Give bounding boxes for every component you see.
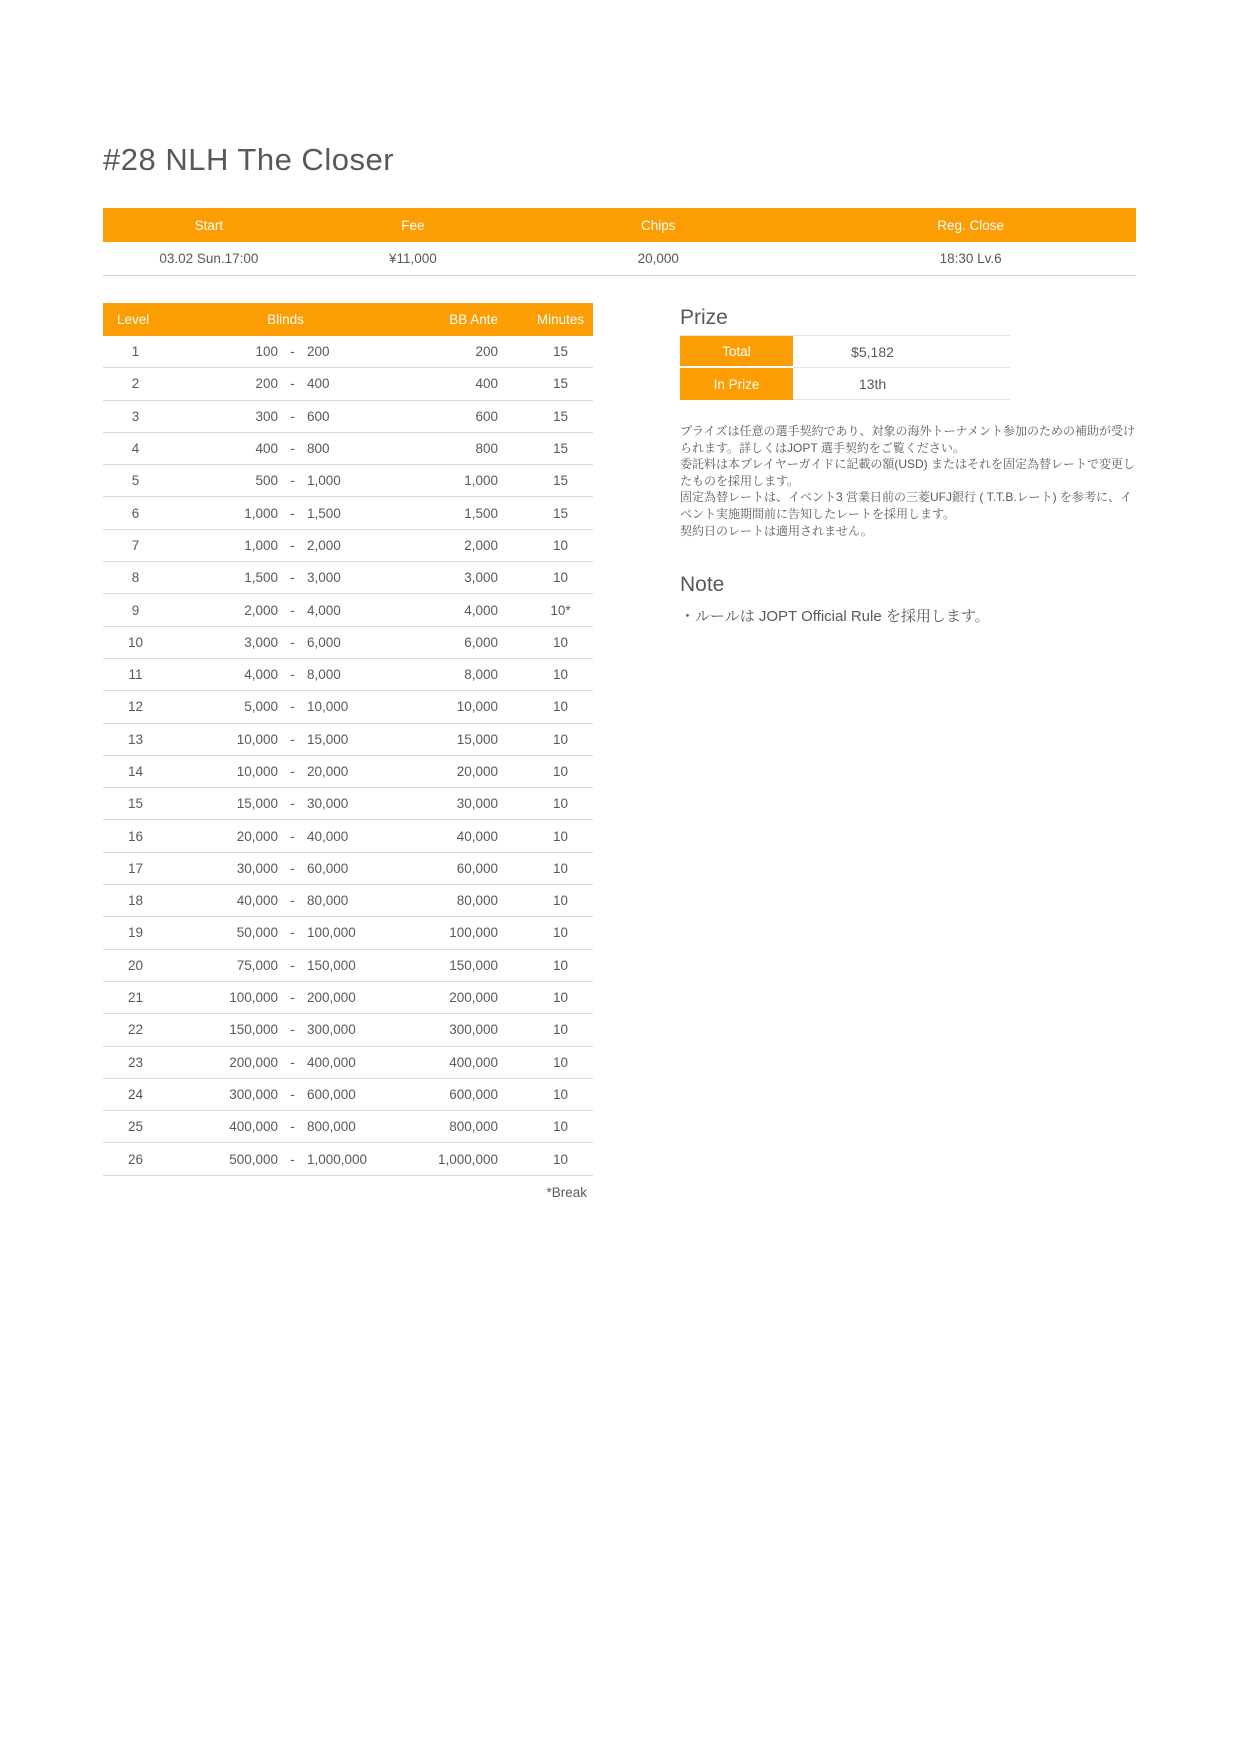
structure-row [103,562,593,594]
structure-row [103,336,593,368]
event-info-values-row [103,242,1136,276]
small-blind-cell: 100,000 [229,990,278,1006]
minutes-cell: 15 [552,344,569,360]
big-blind-cell: 20,000 [307,764,349,779]
bb-ante-cell: 1,000 [464,473,498,489]
bb-ante-cell: 400,000 [449,1054,498,1070]
small-blind-cell: 15,000 [236,796,278,812]
column-header-level: Level [117,312,150,327]
blinds-dash: - [290,505,295,521]
small-blind-cell: 10,000 [236,764,278,779]
structure-row [103,724,593,756]
prize-value-in-prize: 13th [793,368,1010,400]
big-blind-cell: 80,000 [307,893,349,909]
minutes-cell: 10 [552,731,569,747]
big-blind-cell: 1,000,000 [307,1151,368,1167]
structure-row [103,1014,593,1046]
small-blind-cell: 300 [255,408,278,424]
info-value-chips: 20,000 [637,251,679,266]
small-blind-cell: 10,000 [236,731,278,747]
structure-row [103,1143,593,1175]
column-header-bb-ante: BB Ante [449,312,498,327]
structure-row [103,820,593,852]
bb-ante-cell: 1,500 [464,505,498,521]
blinds-dash: - [290,699,295,715]
minutes-cell: 10 [552,699,569,715]
small-blind-cell: 50,000 [236,925,278,941]
prize-description-line: 固定為替レートは、イベント3 営業日前の三菱UFJ銀行 ( T.T.B.レート) を参考に、イベント実施期間前に告知したレートを採用します。 [680,490,1133,521]
blinds-dash: - [290,1086,295,1102]
level-cell: 11 [128,667,143,683]
minutes-cell: 10 [552,570,569,586]
prize-value-total: $5,182 [793,336,1010,368]
bb-ante-cell: 30,000 [456,796,498,812]
blinds-dash: - [290,990,295,1006]
minutes-cell: 15 [552,441,569,457]
level-cell: 10 [127,634,144,650]
blinds-dash: - [290,602,295,618]
info-value-start: 03.02 Sun.17:00 [159,251,259,266]
structure-row [103,917,593,949]
page-title: #28 NLH The Closer [103,142,395,177]
big-blind-cell: 150,000 [307,957,356,973]
event-info-header-row [103,208,1136,242]
blinds-dash: - [290,1054,295,1070]
structure-row [103,1079,593,1111]
bb-ante-cell: 600 [475,408,498,424]
structure-row [103,659,593,691]
level-cell: 24 [127,1086,144,1102]
structure-row [103,788,593,820]
small-blind-cell: 4,000 [244,667,278,683]
big-blind-cell: 2,000 [307,537,341,553]
bb-ante-cell: 800 [475,441,498,457]
big-blind-cell: 1,500 [307,505,341,521]
blinds-dash: - [290,441,295,457]
structure-row [103,982,593,1014]
minutes-cell: 15 [552,408,569,424]
bb-ante-cell: 80,000 [456,893,498,909]
blinds-dash: - [290,473,295,489]
prize-row [680,336,1010,368]
structure-row [103,594,593,626]
level-cell: 22 [127,1022,144,1038]
level-cell: 18 [127,893,144,909]
big-blind-cell: 200,000 [307,990,356,1006]
blinds-dash: - [290,634,295,650]
minutes-cell: 10 [552,1054,569,1070]
minutes-cell: 10 [552,537,569,553]
big-blind-cell: 40,000 [307,828,349,844]
bb-ante-cell: 200 [475,344,498,360]
blinds-dash: - [290,796,295,812]
info-header-reg-close: Reg. Close [937,217,1005,233]
structure-header-row [103,303,593,336]
blinds-dash: - [290,1119,295,1135]
bb-ante-cell: 6,000 [464,634,498,650]
info-value-reg-close: 18:30 Lv.6 [939,251,1002,266]
note-line: ・ルールは JOPT Official Rule を採用します。 [680,608,990,626]
bb-ante-cell: 100,000 [449,925,498,941]
small-blind-cell: 400 [255,441,278,457]
structure-row [103,1111,593,1143]
level-cell: 20 [127,957,144,973]
small-blind-cell: 150,000 [229,1022,278,1038]
bb-ante-cell: 4,000 [464,602,498,618]
blinds-dash: - [290,957,295,973]
structure-row [103,368,593,400]
blinds-dash: - [290,408,295,424]
big-blind-cell: 600,000 [307,1086,356,1102]
level-cell: 14 [127,764,144,779]
minutes-cell: 10 [552,957,569,973]
bb-ante-cell: 600,000 [449,1086,498,1102]
prize-label-total: Total [680,336,793,368]
small-blind-cell: 20,000 [236,828,278,844]
level-cell: 8 [131,570,140,586]
small-blind-cell: 30,000 [236,860,278,876]
level-cell: 12 [127,699,144,715]
column-header-blinds: Blinds [267,312,304,327]
small-blind-cell: 500,000 [229,1151,278,1167]
big-blind-cell: 400,000 [307,1054,356,1070]
minutes-cell: 10 [552,925,569,941]
minutes-cell: 10 [552,667,569,683]
minutes-cell: 15 [552,505,569,521]
level-cell: 13 [127,731,144,747]
big-blind-cell: 400 [307,376,330,392]
minutes-cell: 10 [552,893,569,909]
big-blind-cell: 15,000 [307,731,349,747]
break-footnote: *Break [546,1184,587,1200]
structure-row [103,433,593,465]
blinds-dash: - [290,860,295,876]
structure-rows [103,336,593,1176]
prize-description-line: プライズは任意の選手契約であり、対象の海外トーナメント参加のための補助が受けられます。詳しくはJOPT 選手契約をご覧ください。 [680,424,1136,455]
structure-row [103,530,593,562]
blinds-dash: - [290,667,295,683]
prize-row [680,368,1010,400]
big-blind-cell: 4,000 [307,602,341,618]
minutes-cell: 10 [552,796,569,812]
blinds-dash: - [290,731,295,747]
big-blind-cell: 600 [307,408,330,424]
minutes-cell: 10 [552,764,569,779]
blinds-dash: - [290,764,295,779]
minutes-cell: 10 [552,634,569,650]
minutes-cell: 10 [552,1151,569,1167]
prize-table [680,336,1010,400]
info-header-chips: Chips [640,217,676,233]
structure-row [103,1047,593,1079]
blinds-dash: - [290,893,295,909]
small-blind-cell: 400,000 [229,1119,278,1135]
bb-ante-cell: 200,000 [449,990,498,1006]
minutes-cell: 10* [550,602,571,618]
big-blind-cell: 3,000 [307,570,341,586]
bb-ante-cell: 3,000 [464,570,498,586]
info-header-fee: Fee [401,217,425,233]
bb-ante-cell: 8,000 [464,667,498,683]
level-cell: 4 [131,441,140,457]
structure-row [103,853,593,885]
structure-row [103,756,593,788]
level-cell: 3 [131,408,140,424]
prize-label-in-prize: In Prize [680,368,793,400]
prize-description [680,423,1136,539]
bb-ante-cell: 40,000 [456,828,498,844]
bb-ante-cell: 150,000 [449,957,498,973]
small-blind-cell: 1,500 [244,570,278,586]
big-blind-cell: 10,000 [307,699,349,715]
prize-heading: Prize [680,306,1010,336]
level-cell: 7 [131,537,140,553]
small-blind-cell: 500 [255,473,278,489]
big-blind-cell: 30,000 [307,796,349,812]
blinds-dash: - [290,828,295,844]
level-cell: 19 [127,925,144,941]
blinds-dash: - [290,344,295,360]
prize-description-line: 契約日のレートは適用されません。 [680,523,873,538]
minutes-cell: 10 [552,1119,569,1135]
small-blind-cell: 2,000 [244,602,278,618]
level-cell: 16 [127,828,144,844]
structure-row [103,691,593,723]
column-header-minutes: Minutes [536,312,585,327]
level-cell: 5 [131,473,140,489]
minutes-cell: 10 [552,990,569,1006]
level-cell: 1 [131,344,140,360]
note-heading: Note [680,573,725,597]
minutes-cell: 10 [552,860,569,876]
big-blind-cell: 800 [307,441,330,457]
level-cell: 23 [127,1054,144,1070]
bb-ante-cell: 1,000,000 [437,1151,498,1167]
big-blind-cell: 8,000 [307,667,341,683]
level-cell: 9 [131,602,140,618]
small-blind-cell: 5,000 [244,699,278,715]
small-blind-cell: 100 [255,344,278,360]
level-cell: 26 [127,1151,144,1167]
minutes-cell: 10 [552,828,569,844]
level-cell: 25 [127,1119,144,1135]
big-blind-cell: 6,000 [307,634,341,650]
big-blind-cell: 800,000 [307,1119,356,1135]
bb-ante-cell: 20,000 [456,764,498,779]
small-blind-cell: 200,000 [229,1054,278,1070]
minutes-cell: 10 [552,1022,569,1038]
structure-row [103,465,593,497]
structure-row [103,950,593,982]
level-cell: 15 [127,796,144,812]
small-blind-cell: 300,000 [229,1086,278,1102]
big-blind-cell: 1,000 [307,473,341,489]
structure-row [103,401,593,433]
structure-row [103,497,593,529]
level-cell: 17 [127,860,144,876]
blinds-dash: - [290,570,295,586]
info-value-fee: ¥11,000 [388,251,437,266]
bb-ante-cell: 400 [475,376,498,392]
big-blind-cell: 300,000 [307,1022,356,1038]
bb-ante-cell: 2,000 [464,537,498,553]
bb-ante-cell: 300,000 [449,1022,498,1038]
structure-row [103,885,593,917]
bb-ante-cell: 800,000 [449,1119,498,1135]
level-cell: 2 [131,376,140,392]
bb-ante-cell: 60,000 [456,860,498,876]
small-blind-cell: 1,000 [244,537,278,553]
level-cell: 21 [127,990,144,1006]
blinds-dash: - [290,1022,295,1038]
minutes-cell: 10 [552,1086,569,1102]
minutes-cell: 15 [552,473,569,489]
blinds-dash: - [290,537,295,553]
big-blind-cell: 100,000 [307,925,356,941]
small-blind-cell: 40,000 [236,893,278,909]
small-blind-cell: 200 [255,376,278,392]
blinds-dash: - [290,925,295,941]
minutes-cell: 15 [552,376,569,392]
big-blind-cell: 200 [307,344,330,360]
blinds-dash: - [290,1151,295,1167]
small-blind-cell: 3,000 [244,634,278,650]
level-cell: 6 [131,505,140,521]
bb-ante-cell: 10,000 [456,699,498,715]
bb-ante-cell: 15,000 [456,731,498,747]
right-column [680,306,1136,626]
blind-structure-table [103,303,593,1200]
event-info-bar [103,208,1136,276]
small-blind-cell: 75,000 [236,957,278,973]
blinds-dash: - [290,376,295,392]
small-blind-cell: 1,000 [244,505,278,521]
big-blind-cell: 60,000 [307,860,349,876]
structure-row [103,627,593,659]
prize-description-line: 委託料は本プレイヤーガイドに記載の額(USD) またはそれを固定為替レートで変更したものを採用します。 [680,457,1135,488]
info-header-start: Start [194,217,224,233]
